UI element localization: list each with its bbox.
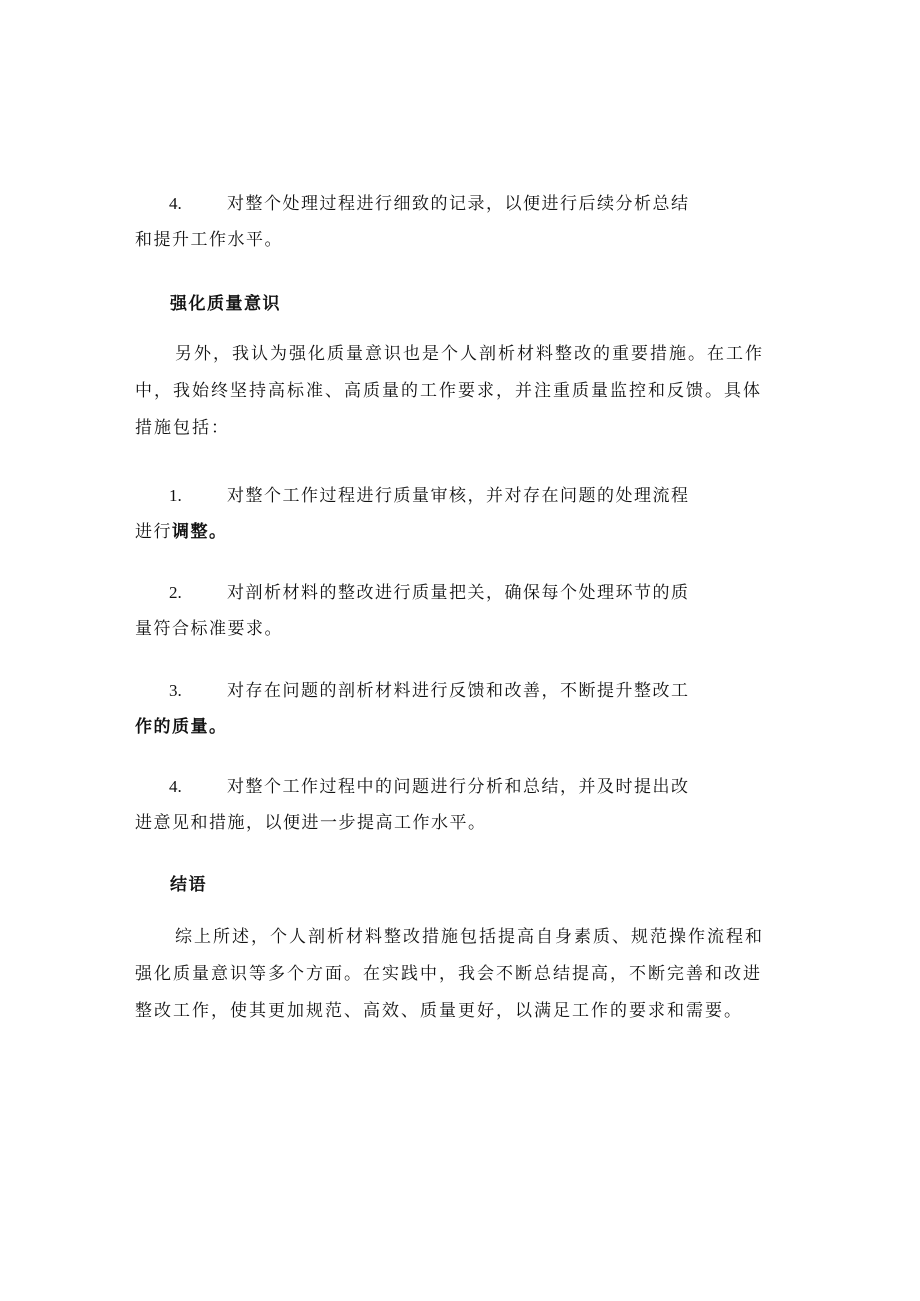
list-item-text: 对整个处理过程进行细致的记录，以便进行后续分析总结 xyxy=(227,194,690,214)
list-item xyxy=(135,676,690,737)
section-heading: 结语 xyxy=(170,875,207,895)
list-item xyxy=(135,189,690,250)
list-item-number: 2. xyxy=(169,583,182,602)
list-item-text: 对整个工作过程进行质量审核，并对存在问题的处理流程 xyxy=(227,486,690,506)
list-item-text: 对剖析材料的整改进行质量把关，确保每个处理环节的质 xyxy=(227,583,690,603)
list-item-text-continued: 进行 xyxy=(135,522,172,542)
list-item-text-bold: 作的质量。 xyxy=(135,717,228,737)
list-item-number: 1. xyxy=(169,486,182,505)
section-heading: 强化质量意识 xyxy=(170,294,281,314)
paragraph-text: 综上所述，个人剖析材料整改措施包括提高自身素质、规范操作流程和强化质量意识等多个方面。在实践中，我会不断总结提高，不断完善和改进整改工作，使其更加规范、高效、质量更好，以满足工作的要求和需要。 xyxy=(135,927,764,1021)
list-item xyxy=(135,772,690,833)
list-item-text: 对存在问题的剖析材料进行反馈和改善，不断提升整改工 xyxy=(227,681,690,701)
list-item-number: 3. xyxy=(169,681,182,700)
list-item-text-bold: 调整。 xyxy=(172,522,228,542)
list-item-text-continued: 量符合标准要求。 xyxy=(135,619,283,639)
list-item xyxy=(135,481,690,542)
paragraph-text: 另外，我认为强化质量意识也是个人剖析材料整改的重要措施。在工作中，我始终坚持高标准、高质量的工作要求，并注重质量监控和反馈。具体措施包括： xyxy=(135,344,764,438)
list-item xyxy=(135,578,690,639)
list-item-text: 对整个工作过程中的问题进行分析和总结，并及时提出改 xyxy=(227,777,690,797)
section-paragraph xyxy=(135,336,775,447)
list-item-number: 4. xyxy=(169,777,182,796)
list-item-number: 4. xyxy=(169,194,182,213)
list-item-text-continued: 和提升工作水平。 xyxy=(135,230,283,250)
conclusion-paragraph xyxy=(135,919,775,1030)
list-item-text-continued: 进意见和措施，以便进一步提高工作水平。 xyxy=(135,813,487,833)
